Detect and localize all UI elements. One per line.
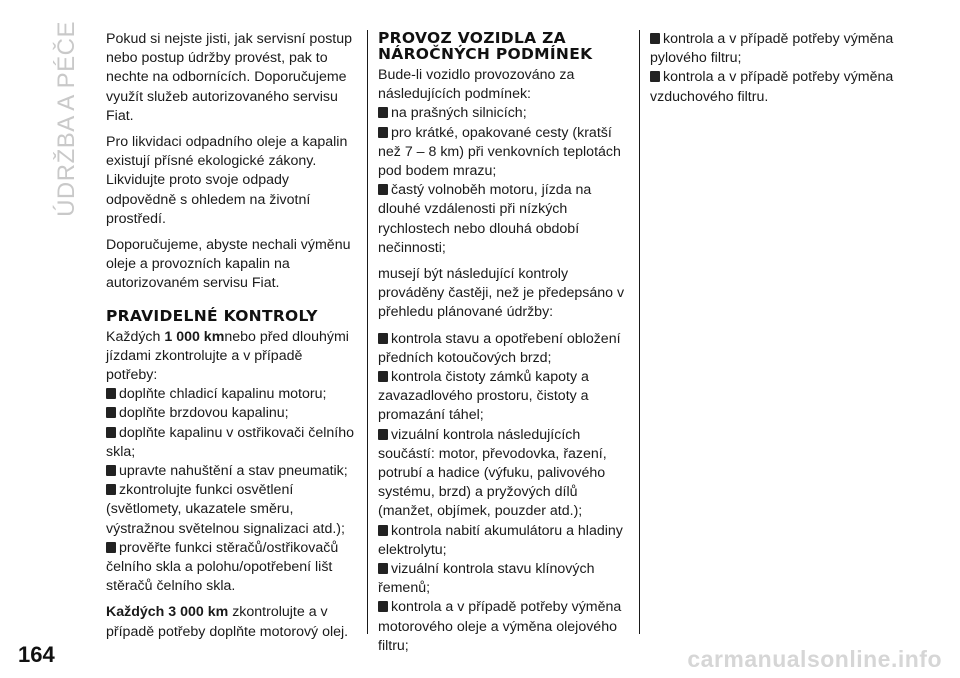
intro-text: Každých 1 000 kmnebo před dlouhými jízdami zkontrolujte a v případě potřeby: <box>106 328 349 384</box>
list-item: doplňte brzdovou kapalinu; <box>106 404 356 423</box>
list-item: kontrola stavu a opotřebení obložení předních kotoučových brzd; <box>378 330 621 366</box>
list-item: na prašných silnicích; <box>378 104 630 123</box>
square-bullet-icon <box>378 563 388 574</box>
square-bullet-icon <box>378 184 388 195</box>
paragraph: musejí být následující kontroly prováděny častěji, než je předepsáno v přehledu plánované údržby: <box>378 266 625 321</box>
column-2 <box>378 30 630 656</box>
paragraph: Pro likvidaci odpadního oleje a kapalin existují přísné ekologické zákony. Likvidujte proto svoje odpady odpovědně s ohledem na životní prostředí. <box>106 134 348 227</box>
square-bullet-icon <box>378 525 388 536</box>
column-3 <box>650 30 910 107</box>
paragraph: Pokud si nejste jisti, jak servisní postup nebo postup údržby provést, pak to nechte na odbornících. Doporučujeme využít služeb autorizovaného servisu Fiat. <box>106 31 353 124</box>
section-heading-regular-checks: PRAVIDELNÉ KONTROLY <box>106 306 318 325</box>
list-item: upravte nahuštění a stav pneumatik; <box>106 462 356 481</box>
paragraph: Doporučujeme, abyste nechali výměnu oleje a provozních kapalin na autorizovaném servisu Fiat. <box>106 237 351 292</box>
square-bullet-icon <box>106 427 116 438</box>
square-bullet-icon <box>378 127 388 138</box>
list-item: kontrola čistoty zámků kapoty a zavazadlového prostoru, čistoty a promazání táhel; <box>378 369 589 424</box>
square-bullet-icon <box>106 484 116 495</box>
square-bullet-icon <box>106 388 116 399</box>
square-bullet-icon <box>378 333 388 344</box>
column-divider <box>639 30 640 634</box>
list-item: pro krátké, opakované cesty (kratší než 7 – 8 km) při venkovních teplotách pod bodem mrazu; <box>378 124 621 180</box>
square-bullet-icon <box>378 371 388 382</box>
list-item: kontrola a v případě potřeby výměna pylového filtru; <box>650 31 894 67</box>
list-item: zkontrolujte funkci osvětlení (světlomety, ukazatele směru, výstražnou světelnou signalizaci atd.); <box>106 482 345 537</box>
column-divider <box>367 30 368 634</box>
list-item: prověřte funkci stěračů/ostřikovačů čelního skla a polohu/opotřebení lišt stěračů čelního skla. <box>106 539 339 595</box>
list-item: kontrola a v případě potřeby výměna vzduchového filtru. <box>650 69 894 105</box>
list-item: vizuální kontrola stavu klínových řemenů; <box>378 561 595 597</box>
page-number: 164 <box>18 642 55 667</box>
outro-text: Každých 3 000 km zkontrolujte a v případě potřeby doplňte motorový olej. <box>106 604 349 640</box>
watermark: carmanualsonline.info <box>687 646 942 672</box>
list-item: doplňte kapalinu v ostřikovači čelního skla; <box>106 424 355 460</box>
square-bullet-icon <box>378 107 388 118</box>
intro-text: Bude-li vozidlo provozováno za následujících podmínek: <box>378 67 575 103</box>
square-bullet-icon <box>378 429 388 440</box>
section-heading-severe-conditions: PROVOZ VOZIDLA ZA NÁROČNÝCH PODMÍNEK <box>378 29 593 63</box>
section-side-title: ÚDRŽBA A PÉČE <box>53 21 80 217</box>
square-bullet-icon <box>650 71 660 82</box>
square-bullet-icon <box>106 407 116 418</box>
list-item: kontrola nabití akumulátoru a hladiny elektrolytu; <box>378 522 623 558</box>
square-bullet-icon <box>106 465 116 476</box>
list-item: častý volnoběh motoru, jízda na dlouhé vzdálenosti při nízkých rychlostech nebo dlouhá období nečinnosti; <box>378 182 592 256</box>
square-bullet-icon <box>650 33 660 44</box>
square-bullet-icon <box>378 601 388 612</box>
list-item: doplňte chladicí kapalinu motoru; <box>106 385 356 404</box>
list-item: vizuální kontrola následujících součástí: motor, převodovka, řazení, potrubí a hadice (výfuku, palivového systému, brzd) a pryžových dílů (manžet, objímek, pouzder atd.); <box>378 426 607 520</box>
list-item: kontrola a v případě potřeby výměna motorového oleje a výměna olejového filtru; <box>378 599 622 654</box>
column-1 <box>106 30 356 649</box>
square-bullet-icon <box>106 542 116 553</box>
